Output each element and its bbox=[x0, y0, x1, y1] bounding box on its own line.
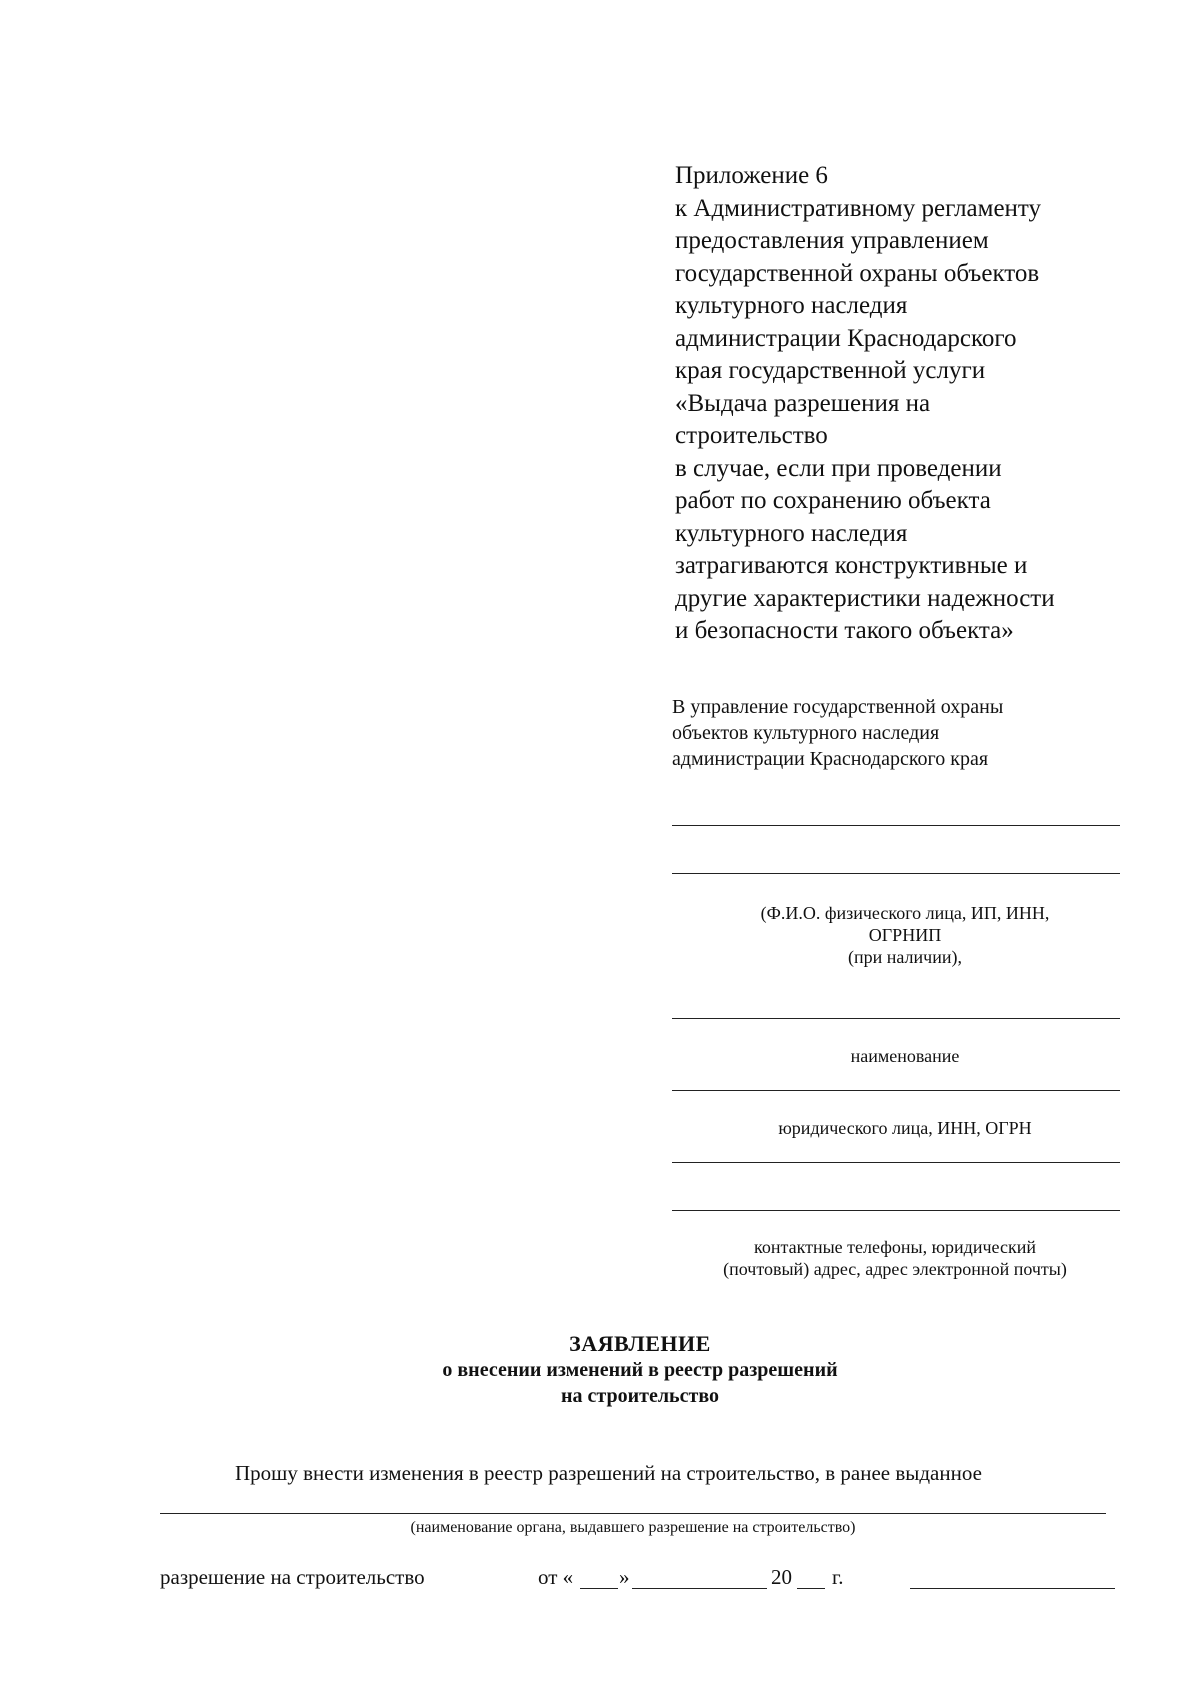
year-blank[interactable] bbox=[797, 1588, 825, 1589]
contacts-fill-line-1[interactable] bbox=[672, 1162, 1120, 1163]
quote-close: » bbox=[619, 1565, 630, 1589]
title-sub-line: на строительство bbox=[561, 1385, 719, 1407]
day-blank[interactable] bbox=[580, 1588, 618, 1589]
month-blank[interactable] bbox=[632, 1588, 767, 1589]
appendix-line: затрагиваются конструктивные и bbox=[675, 552, 1028, 579]
legal-name-fill-line-1[interactable] bbox=[672, 1018, 1120, 1019]
appendix-line: и безопасности такого объекта» bbox=[675, 617, 1014, 644]
appendix-line: работ по сохранению объекта bbox=[675, 487, 991, 514]
addressee-line: администрации Краснодарского края bbox=[672, 748, 989, 770]
appendix-line: в случае, если при проведении bbox=[675, 454, 1002, 482]
legal-name-fill-line-2[interactable] bbox=[672, 1090, 1120, 1091]
appendix-line: края государственной услуги bbox=[675, 357, 986, 384]
caption-line: (почтовый) адрес, адрес электронной почты) bbox=[723, 1259, 1067, 1279]
caption-line: (Ф.И.О. физического лица, ИП, ИНН, bbox=[760, 903, 1050, 923]
appendix-line: к Административному регламенту bbox=[675, 194, 1042, 222]
appendix-line: культурного наследия bbox=[675, 519, 908, 547]
addressee-line: объектов культурного наследия bbox=[672, 722, 940, 744]
contacts-fill-line-2[interactable] bbox=[672, 1210, 1120, 1211]
name-caption: наименование bbox=[850, 1046, 960, 1066]
appendix-line: другие характеристики надежности bbox=[675, 584, 1055, 612]
appendix-line: администрации Краснодарского bbox=[675, 324, 1017, 352]
addressee-block bbox=[672, 694, 1112, 772]
appendix-line: государственной охраны объектов bbox=[675, 259, 1040, 287]
addressee-line: В управление государственной охраны bbox=[672, 696, 1004, 718]
applicant-fill-line-1[interactable] bbox=[672, 825, 1120, 826]
permit-row bbox=[160, 1564, 1120, 1594]
appendix-line: строительство bbox=[675, 422, 828, 449]
contacts-caption bbox=[670, 1236, 1120, 1280]
caption-line: контактные телефоны, юридический bbox=[754, 1237, 1036, 1257]
authority-fill-line[interactable] bbox=[160, 1513, 1106, 1514]
appendix-line: предоставления управлением bbox=[675, 227, 989, 254]
request-text: Прошу внести изменения в реестр разрешений на строительство, в ранее выданное bbox=[235, 1461, 982, 1485]
from-label: от « bbox=[538, 1565, 574, 1589]
year-suffix: г. bbox=[832, 1565, 844, 1589]
title-main: ЗАЯВЛЕНИЕ bbox=[569, 1331, 711, 1356]
appendix-line: Приложение 6 bbox=[675, 162, 828, 189]
caption-line: (при наличии), bbox=[848, 947, 962, 967]
permit-number-blank[interactable] bbox=[910, 1588, 1115, 1589]
caption-line: ОГРНИП bbox=[868, 925, 942, 945]
applicant-fill-line-2[interactable] bbox=[672, 873, 1120, 874]
document-title bbox=[300, 1330, 980, 1409]
legal-caption: юридического лица, ИНН, ОГРН bbox=[778, 1118, 1032, 1138]
appendix-header bbox=[675, 160, 1135, 648]
appendix-line: культурного наследия bbox=[675, 292, 908, 319]
appendix-line: «Выдача разрешения на bbox=[675, 389, 931, 417]
title-sub-line: о внесении изменений в реестр разрешений bbox=[442, 1359, 838, 1381]
person-caption bbox=[690, 902, 1120, 968]
permit-label: разрешение на строительство bbox=[160, 1565, 425, 1589]
year-prefix: 20 bbox=[771, 1565, 792, 1589]
authority-caption: (наименование органа, выдавшего разрешение на строительство) bbox=[410, 1519, 856, 1536]
